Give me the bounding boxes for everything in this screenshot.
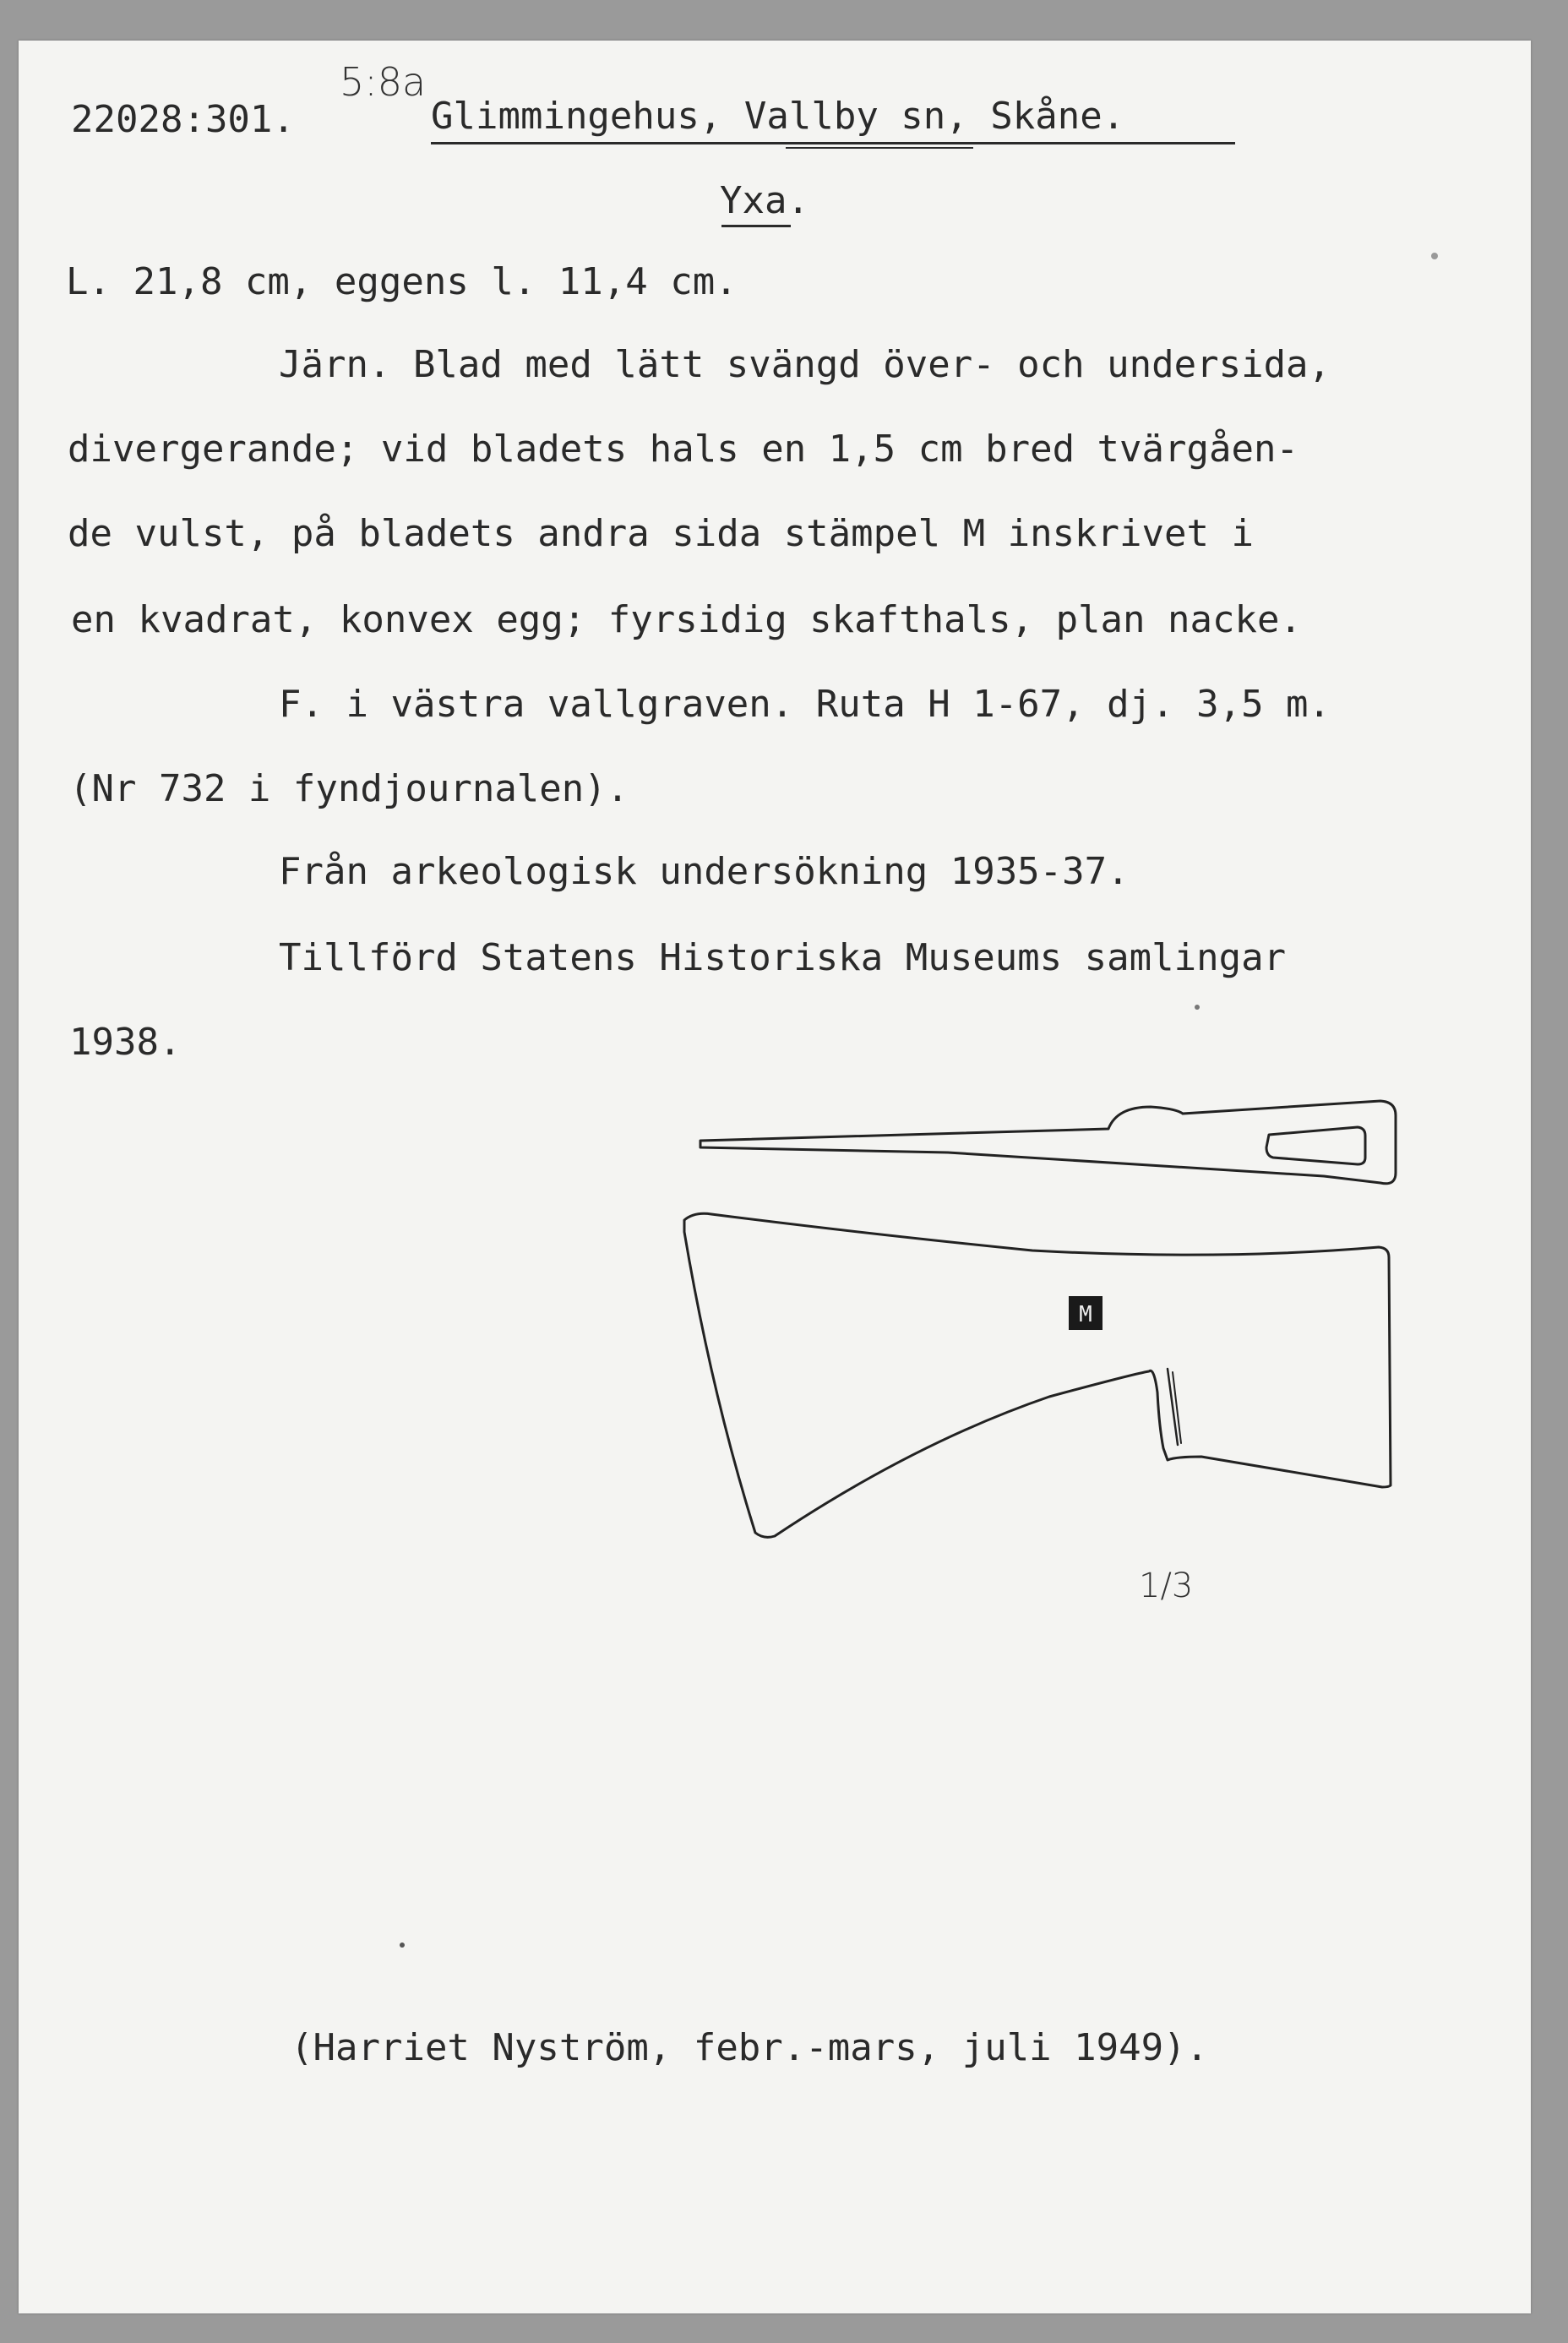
description-line-1: Järn. Blad med lätt svängd över- och undersida, [279,343,1331,386]
axe-eye [1266,1127,1365,1164]
measurements: L. 21,8 cm, eggens l. 11,4 cm. [66,260,738,303]
axe-side-view [684,1213,1391,1537]
site-heading: Glimmingehus, Vallby sn, Skåne. [431,95,1125,138]
dot-mark [400,1943,405,1948]
axe-top-view [700,1101,1396,1184]
dot-mark [1431,253,1438,259]
object-title: Yxa. [720,179,809,222]
handwritten-note: 5:8a [340,59,427,105]
stamp-letter: M [1079,1302,1092,1327]
scale-label: 1/3 [1139,1567,1194,1605]
accession-line-1: Tillförd Statens Historiska Museums samlingar [279,936,1287,979]
accession-line-2: 1938. [69,1021,182,1064]
description-line-4: en kvadrat, konvex egg; fyrsidig skafthals, plan nacke. [71,598,1302,641]
excavation-line: Från arkeologisk undersökning 1935-37. [279,850,1130,893]
catalog-number: 22028:301. [71,98,295,141]
author-line: (Harriet Nyström, febr.-mars, juli 1949). [291,2026,1209,2069]
dot-mark [1195,1005,1200,1010]
axe-drawing [19,41,1531,2313]
description-line-3: de vulst, på bladets andra sida stämpel M inskrivet i [68,512,1254,555]
description-line-2: divergerande; vid bladets hals en 1,5 cm bred tvärgåen- [68,428,1298,471]
find-line-1: F. i västra vallgraven. Ruta H 1-67, dj. 3,5 m. [279,683,1331,726]
find-line-2: (Nr 732 i fyndjournalen). [69,767,629,810]
catalog-card [19,41,1531,2313]
